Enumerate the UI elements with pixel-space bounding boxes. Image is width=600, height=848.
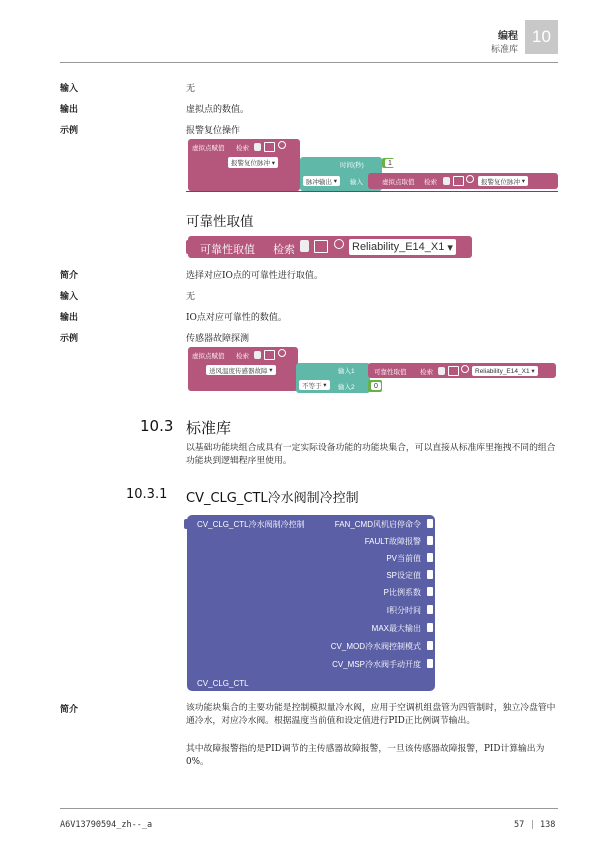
doc-id: A6V13790594_zh--_a: [60, 820, 153, 830]
fb-output: SP设定值: [386, 571, 421, 580]
search-icon[interactable]: [278, 349, 286, 357]
row-value: 传感器故障探测: [186, 334, 250, 344]
row-value: 虚拟点的数值。: [186, 105, 250, 115]
row-value: 无: [186, 84, 196, 94]
fb-output: FAULT故障报警: [364, 537, 421, 546]
search-label: 检索: [420, 369, 433, 376]
section-title: 标准库: [186, 419, 232, 437]
search-label: 检索: [273, 244, 295, 256]
row-label: 输入: [60, 291, 79, 301]
function-block-cv-clg-ctl[interactable]: [187, 515, 435, 691]
reliability-point-dropdown[interactable]: Reliability_E14_X1 ▾: [472, 366, 538, 376]
operator-dropdown[interactable]: 不等于 ▾: [299, 380, 330, 390]
row-value: 报警复位操作: [186, 126, 241, 136]
output-port[interactable]: [427, 536, 433, 545]
number-value[interactable]: 0: [371, 382, 381, 390]
row-label: 示例: [60, 125, 79, 135]
checkbox-icon[interactable]: [443, 177, 450, 185]
image-icon[interactable]: [453, 176, 464, 186]
subsection-title: CV_CLG_CTL冷水阀制冷控制: [186, 491, 359, 506]
section-paragraph: 以基础功能块组合成具有一定实际设备功能的功能块集合，可以直接从标准库里拖拽不同的组合功能块到逻辑程序里使用。: [186, 443, 556, 466]
search-icon[interactable]: [461, 365, 469, 373]
page-total: 138: [540, 820, 556, 830]
fb-output: I积分时间: [386, 606, 421, 615]
image-icon[interactable]: [264, 142, 275, 152]
output-port[interactable]: [427, 605, 433, 614]
row-value: IO点对应可靠性的数值。: [186, 313, 287, 323]
fb-output: P比例系数: [383, 588, 421, 597]
footer-divider: [60, 808, 558, 809]
input1-label: 输入1: [338, 368, 355, 375]
header-divider: [60, 62, 558, 63]
block-title: 虚拟点赋值: [192, 353, 225, 360]
example-sensor-fault-blocks: [188, 347, 560, 393]
time-label: 时间(秒): [340, 162, 364, 169]
page-separator: |: [530, 820, 536, 830]
row-label: 示例: [60, 333, 79, 343]
point-dropdown[interactable]: 报警复位脉冲 ▾: [478, 176, 528, 186]
time-value[interactable]: 1: [385, 159, 395, 167]
point-dropdown[interactable]: 送风温度传感器故障 ▾: [206, 365, 276, 375]
checkbox-icon[interactable]: [300, 240, 309, 252]
row-label: 输出: [60, 312, 79, 322]
search-icon[interactable]: [278, 141, 286, 149]
page-number: 57: [514, 820, 525, 830]
input-label: 输入: [350, 179, 363, 186]
input2-label: 输入2: [338, 384, 355, 391]
example-alarm-reset-blocks: [188, 139, 560, 191]
output-port[interactable]: [427, 623, 433, 632]
intro-paragraph: 该功能块集合的主要功能是控制模拟量冷水阀，应用于空调机组盘管为四管制时，独立冷盘管中通冷水，对应冷水阀。根据温度当前值和设定值进行PID正比例调节输出。: [186, 703, 556, 726]
pulse-dropdown[interactable]: 脉冲输出 ▾: [303, 176, 340, 186]
search-label: 检索: [236, 145, 249, 152]
reliability-point-dropdown[interactable]: Reliability_E14_X1 ▾: [349, 239, 456, 255]
block-title: 可靠性取值: [374, 369, 407, 376]
output-port[interactable]: [427, 587, 433, 596]
row-label: 输出: [60, 104, 79, 114]
output-port[interactable]: [427, 553, 433, 562]
header-subtitle: 标准库: [490, 44, 518, 54]
row-value: 无: [186, 292, 196, 302]
fb-output: PV当前值: [386, 554, 421, 563]
block-title: 虚拟点取值: [382, 179, 415, 186]
checkbox-icon[interactable]: [254, 143, 261, 151]
search-label: 检索: [236, 353, 249, 360]
output-port[interactable]: [427, 519, 433, 528]
fb-output: FAN_CMD风机启停命令: [334, 520, 421, 529]
subsection-number: 10.3.1: [126, 487, 168, 502]
fb-output: CV_MOD冷水阀控制模式: [330, 642, 421, 651]
fb-output: MAX最大输出: [371, 624, 421, 633]
input-notch[interactable]: [184, 519, 188, 529]
image-icon[interactable]: [448, 366, 459, 376]
section-number: 10.3: [140, 417, 174, 435]
image-icon[interactable]: [314, 240, 328, 253]
point-dropdown[interactable]: 报警复位脉冲 ▾: [228, 157, 278, 168]
block-title: 虚拟点赋值: [192, 145, 225, 152]
row-label: 简介: [60, 270, 79, 280]
fb-name: CV_CLG_CTL冷水阀制冷控制: [197, 520, 305, 529]
search-icon[interactable]: [334, 239, 344, 249]
checkbox-icon[interactable]: [254, 351, 261, 359]
image-icon[interactable]: [264, 350, 275, 360]
fb-output: CV_MSP冷水阀手动开度: [332, 660, 421, 669]
fb-footer: CV_CLG_CTL: [197, 679, 249, 688]
block-title: 可靠性取值: [200, 244, 255, 256]
search-icon[interactable]: [466, 175, 474, 183]
output-port[interactable]: [427, 641, 433, 650]
output-port[interactable]: [427, 570, 433, 579]
intro-paragraph-2: 其中故障报警指的是PID调节的主传感器故障报警，一旦该传感器故障报警，PID计算输出为0%。: [186, 744, 545, 767]
row-value: 选择对应IO点的可靠性进行取值。: [186, 271, 323, 281]
search-label: 检索: [424, 179, 437, 186]
example-divider: [186, 191, 558, 192]
checkbox-icon[interactable]: [438, 367, 445, 375]
row-label: 输入: [60, 83, 79, 93]
section-title: 可靠性取值: [186, 214, 254, 230]
output-port[interactable]: [427, 659, 433, 668]
chapter-badge: 10: [525, 20, 558, 54]
header-title: 编程: [498, 31, 518, 42]
row-label: 简介: [60, 704, 79, 714]
